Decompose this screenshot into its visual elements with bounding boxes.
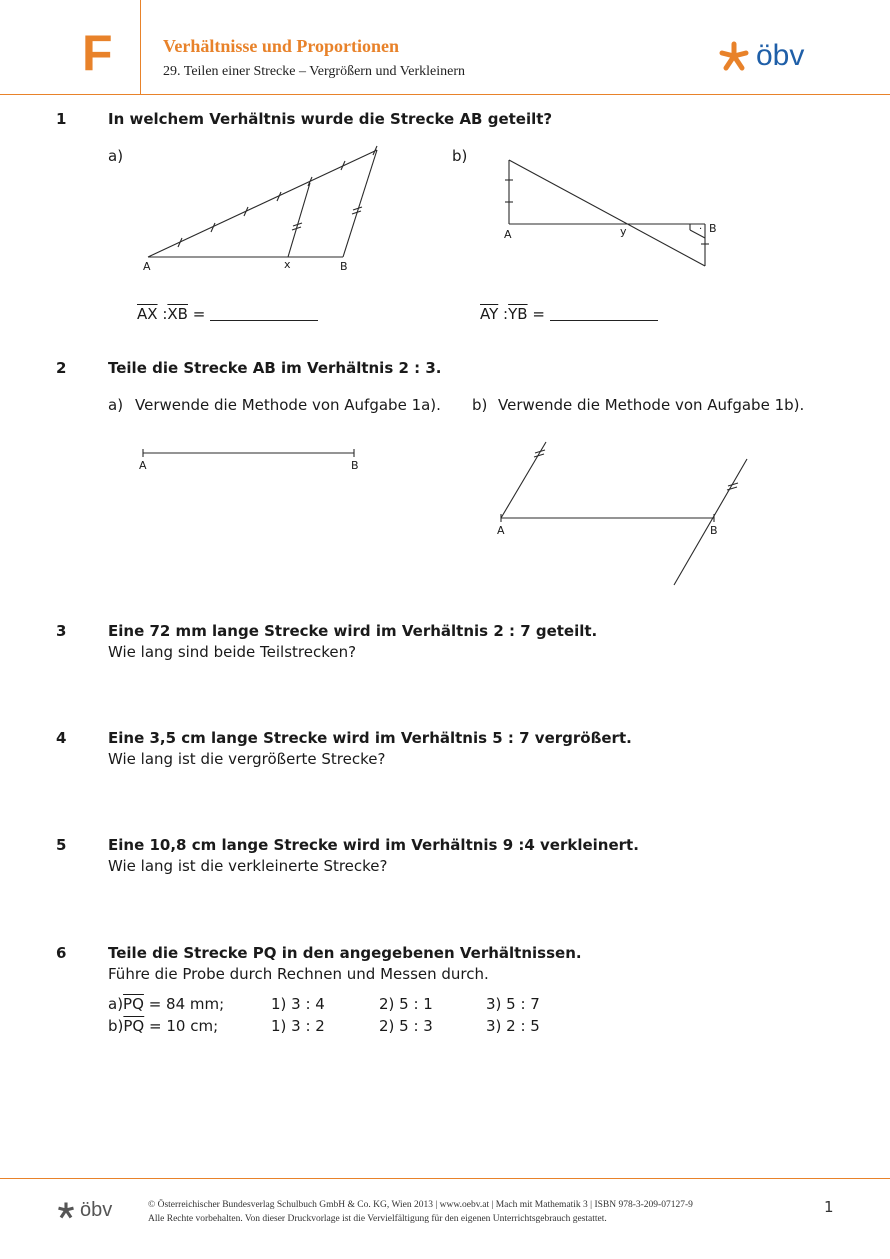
task-number: 4 — [56, 729, 67, 747]
segment-ay: $\overline{AY}$ — [480, 305, 499, 323]
row-label: a) — [108, 995, 124, 1013]
task-title: Teile die Strecke PQ in den angegebenen Verhältnissen. — [108, 944, 582, 962]
task-title: Eine 3,5 cm lange Strecke wird im Verhältnis 5 : 7 vergrößert. — [108, 729, 632, 747]
segment-ax: $\overline{AX}$ — [137, 305, 158, 323]
segment-xb: $\overline{XB}$ — [167, 305, 188, 323]
ratio-3: 3) 2 : 5 — [486, 1017, 540, 1035]
equals-sign: = — [532, 305, 545, 323]
point-label-y: y — [620, 225, 627, 238]
row-label: b) — [108, 1017, 124, 1035]
task-text: Wie lang ist die vergrößerte Strecke? — [108, 750, 386, 768]
right-angle-dot: · — [699, 224, 703, 235]
copyright-line: © Österreichischer Bundesverlag Schulbuch GmbH & Co. KG, Wien 2013 | www.oebv.at | Mach mit Mathematik 3 | ISBN 978-3-209-07127-9 — [148, 1200, 693, 1210]
point-label-a: A — [497, 524, 505, 537]
chapter-letter: F — [82, 25, 113, 81]
subtask-label: a) — [108, 147, 124, 165]
logo-text: öbv — [756, 39, 805, 72]
point-label-a: A — [139, 459, 147, 472]
segment-pq: $\overline{PQ}$ — [123, 1017, 145, 1035]
ratio-separator: : — [503, 305, 509, 323]
point-label-b: B — [340, 260, 348, 273]
ratio-2: 2) 5 : 3 — [379, 1017, 433, 1035]
footer-divider — [0, 1178, 890, 1179]
rights-line: Alle Rechte vorbehalten. Von dieser Druckvorlage ist die Vervielfältigung für den eigenen Unterrichtsgebrauch gestattet. — [148, 1214, 607, 1224]
task-number: 6 — [56, 944, 67, 962]
ratio-row — [108, 1017, 218, 1035]
subtask-text: Verwende die Methode von Aufgabe 1b). — [498, 396, 805, 414]
task-text: Wie lang sind beide Teilstrecken? — [108, 643, 357, 661]
task-title: Eine 10,8 cm lange Strecke wird im Verhältnis 9 :4 verkleinert. — [108, 836, 639, 854]
page-title: Verhältnisse und Proportionen — [163, 36, 400, 56]
point-label-x: x — [284, 258, 291, 271]
asterisk-logo-icon — [56, 1200, 76, 1220]
task-number: 5 — [56, 836, 67, 854]
segment-length: = 10 cm; — [149, 1017, 219, 1035]
ratio-separator: : — [162, 305, 168, 323]
task-title: In welchem Verhältnis wurde die Strecke AB geteilt? — [108, 110, 553, 128]
subtask-label: a) — [108, 396, 124, 414]
task-number: 1 — [56, 110, 67, 128]
equals-sign: = — [192, 305, 206, 323]
ratio-1: 1) 3 : 4 — [271, 995, 325, 1013]
point-label-b: B — [351, 459, 359, 472]
page-subtitle: 29. Teilen einer Strecke – Vergrößern und Verkleinern — [163, 64, 466, 79]
footer-logo-text: öbv — [80, 1199, 113, 1221]
task-number: 3 — [56, 622, 67, 640]
footer-logo — [56, 1200, 112, 1220]
ratio-1: 1) 3 : 2 — [271, 1017, 325, 1035]
subtask-label: b) — [472, 396, 488, 414]
task-text: Wie lang ist die verkleinerte Strecke? — [108, 857, 388, 875]
segment-pq: $\overline{PQ}$ — [123, 995, 144, 1013]
point-label-b: B — [709, 222, 717, 235]
task-number: 2 — [56, 359, 67, 377]
task-text: Führe die Probe durch Rechnen und Messen durch. — [108, 965, 489, 983]
task-title: Eine 72 mm lange Strecke wird im Verhältnis 2 : 7 geteilt. — [108, 622, 598, 640]
subtask-text: Verwende die Methode von Aufgabe 1a). — [135, 396, 441, 414]
ratio-row — [108, 995, 224, 1013]
point-label-a: A — [504, 228, 512, 241]
subtask-label: b) — [452, 147, 468, 165]
segment-length: = 84 mm; — [148, 995, 225, 1013]
ratio-3: 3) 5 : 7 — [486, 995, 540, 1013]
page-number: 1 — [824, 1198, 834, 1216]
footer-copyright — [148, 1198, 693, 1226]
task-title: Teile die Strecke AB im Verhältnis 2 : 3. — [108, 359, 442, 377]
ratio-2: 2) 5 : 1 — [379, 995, 433, 1013]
segment-yb: $\overline{YB}$ — [508, 305, 528, 323]
point-label-b: B — [710, 524, 718, 537]
point-label-a: A — [143, 260, 151, 273]
